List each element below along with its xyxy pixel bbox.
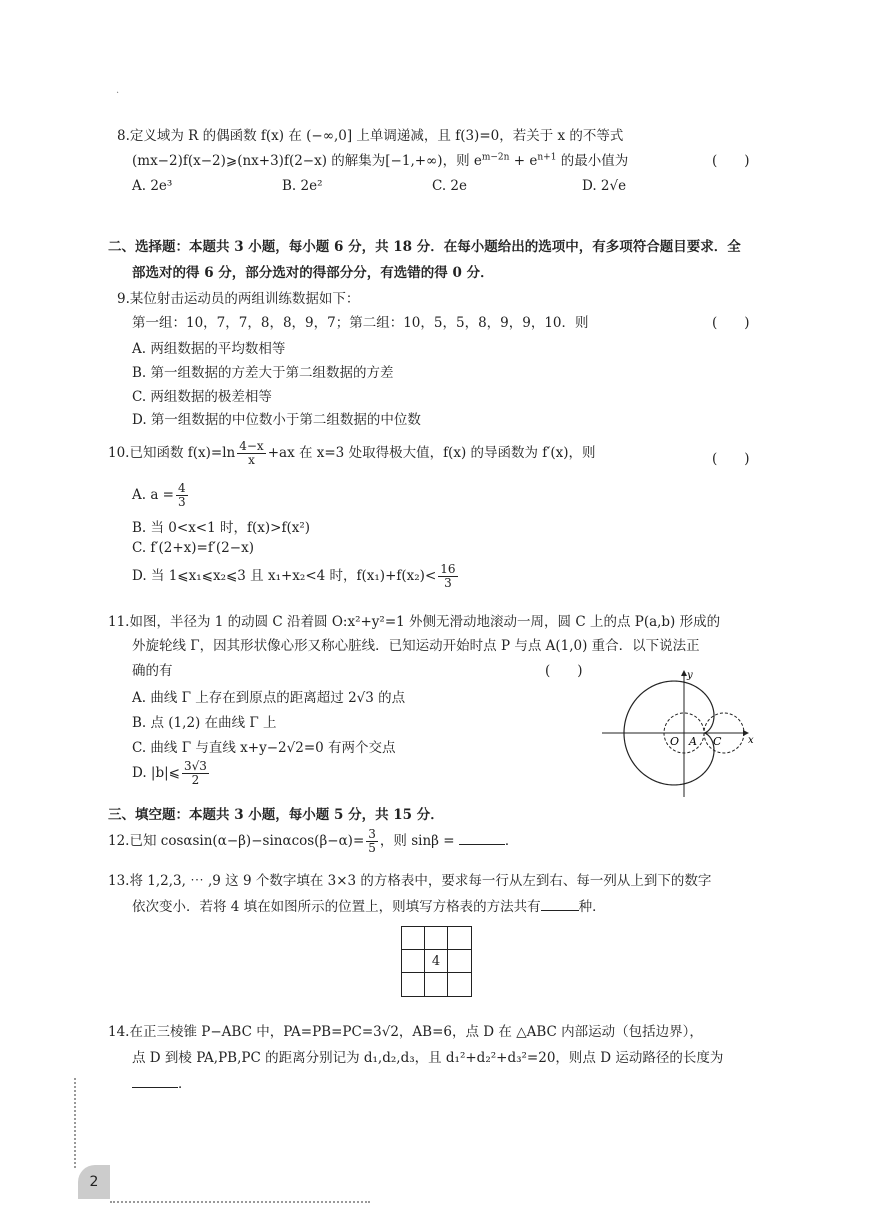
q10-option-b: B. 当 0<x<1 时，f(x)>f(x²) (132, 520, 311, 536)
q11-cardioid-figure (598, 667, 768, 802)
grid-cell (448, 973, 471, 996)
grid-cell (448, 950, 471, 973)
q10-option-a (132, 482, 190, 509)
q12-answer-blank[interactable] (459, 830, 505, 845)
q9-option-d: D. 第一组数据的中位数小于第二组数据的中位数 (132, 412, 421, 428)
grid-cell (402, 973, 425, 996)
label-x: x (748, 735, 754, 746)
q13-answer-blank[interactable] (541, 896, 579, 911)
q10-option-d-num: 16 (440, 562, 456, 576)
q14-end: ． (178, 1076, 192, 1092)
q11-option-d-num: 3√3 (183, 759, 207, 773)
q10-stem (108, 440, 596, 467)
q8-option-d: D. 2√e (582, 178, 627, 194)
q12-post: ，则 sinβ = (379, 833, 455, 849)
q14-answer-blank[interactable] (132, 1073, 178, 1088)
label-a: A (689, 735, 697, 748)
section-2-heading: 二、选择题：本题共 3 小题，每小题 6 分，共 18 分．在每小题给出的选项中，有多项符合题目要求．全 (108, 239, 741, 255)
q10-option-a-pre: A. a = (132, 487, 174, 503)
q8-line2-text: (mx−2)f(x−2)⩾(nx+3)f(2−x) 的解集为[−1,+∞)，则 e (132, 153, 482, 169)
q8-line2 (132, 149, 628, 169)
q8-exp1: m−2n (481, 152, 510, 163)
section-3-heading: 三、填空题：本题共 3 小题，每小题 5 分，共 15 分． (108, 807, 444, 823)
label-o: O (670, 735, 680, 748)
q10-option-d (132, 563, 460, 590)
q10-fraction (237, 440, 265, 467)
q9-answer-bracket: ( ) (712, 315, 750, 331)
q9-option-a: A. 两组数据的平均数相等 (132, 341, 286, 357)
q12-frac-num: 3 (368, 827, 376, 841)
q12-frac-den: 5 (368, 841, 376, 855)
q11-answer-bracket: ( ) (545, 663, 583, 679)
q13-grid (401, 926, 472, 997)
grid-cell (425, 973, 448, 996)
bottom-dotted-border (110, 1201, 370, 1203)
q10-option-d-frac (438, 563, 457, 590)
label-y: y (687, 670, 693, 681)
q10-option-d-den: 3 (444, 576, 452, 590)
q13-line1: 13.将 1,2,3, ⋯ ,9 这 9 个数字填在 3×3 的方格表中，要求每一行从左到右、每一列从上到下的数字 (108, 873, 712, 889)
q11-option-d-frac (182, 760, 209, 787)
grid-cell (448, 927, 471, 950)
q8-exp2: n+1 (537, 152, 557, 163)
q9-line1: 9.某位射击运动员的两组训练数据如下： (117, 291, 360, 307)
q9-option-b: B. 第一组数据的方差大于第二组数据的方差 (132, 365, 394, 381)
q14-line1: 14.在正三棱锥 P−ABC 中，PA=PB=PC=3√2，AB=6，点 D 在 △ABC 内部运动（包括边界）， (108, 1024, 703, 1040)
q8-answer-bracket: ( ) (712, 153, 750, 169)
q10-option-a-den: 3 (177, 495, 186, 509)
q14-line3 (132, 1072, 192, 1092)
q8-line1: 8.定义域为 R 的偶函数 f(x) 在 (−∞,0] 上单调递减，且 f(3)=0，若关于 x 的不等式 (117, 128, 624, 144)
q11-option-d (132, 760, 211, 787)
q11-option-b: B. 点 (1,2) 在曲线 Γ 上 (132, 715, 277, 731)
label-c: C (713, 735, 722, 748)
q10-option-d-pre: D. 当 1⩽x₁⩽x₂⩽3 且 x₁+x₂<4 时，f(x₁)+f(x₂)< (132, 568, 437, 584)
q12-pre: 12.已知 cosαsin(α−β)−sinαcos(β−α)= (108, 833, 365, 849)
grid-cell-center: 4 (425, 950, 448, 973)
q8-option-a: A. 2e³ (132, 178, 173, 194)
q8-option-c: C. 2e (432, 178, 468, 194)
q11-option-a: A. 曲线 Γ 上存在到原点的距离超过 2√3 的点 (132, 690, 406, 706)
section-2-heading-cont: 部选对的得 6 分，部分选对的得部分分，有选错的得 0 分． (132, 265, 494, 281)
q9-option-c: C. 两组数据的极差相等 (132, 389, 272, 405)
q9-line2: 第一组：10，7，7，8，8，9，7；第二组：10，5，5，8，9，9，10．则 (132, 315, 589, 331)
q11-option-c: C. 曲线 Γ 与直线 x+y−2√2=0 有两个交点 (132, 740, 396, 756)
q12-fraction (366, 828, 378, 855)
left-dotted-border (74, 1078, 76, 1168)
q11-line2: 外旋轮线 Γ，因其形状像心形又称心脏线．已知运动开始时点 P 与点 A(1,0) 重合．以下说法正 (132, 638, 700, 654)
q11-line1: 11.如图，半径为 1 的动圆 C 沿着圆 O:x²+y²=1 外侧无滑动地滚动一周，圆 C 上的点 P(a,b) 形成的 (108, 614, 721, 630)
q11-option-d-den: 2 (191, 773, 200, 787)
q10-stem-pre: 10.已知函数 f(x)=ln (108, 445, 236, 461)
question-12 (108, 828, 518, 855)
q8-line2-tail: 的最小值为 (556, 153, 629, 169)
page-number: 2 (78, 1165, 110, 1199)
q14-line2: 点 D 到棱 PA,PB,PC 的距离分别记为 d₁,d₂,d₃，且 d₁²+d₂²+d₃²=20，则点 D 运动路径的长度为 (132, 1050, 724, 1066)
q11-option-d-pre: D. |b|⩽ (132, 765, 180, 781)
q13-line2-pre: 依次变小．若将 4 填在如图所示的位置上，则填写方格表的方法共有 (132, 899, 541, 915)
top-mark: · (116, 88, 120, 99)
q10-option-a-frac (176, 482, 188, 509)
q10-option-a-num: 4 (177, 481, 186, 495)
q8-line2-mid: + e (509, 153, 538, 169)
q13-line2 (132, 895, 606, 915)
q11-line3: 确的有 (132, 663, 173, 679)
q8-option-b: B. 2e² (282, 178, 323, 194)
grid-cell (425, 927, 448, 950)
grid-cell (402, 927, 425, 950)
q10-stem-post: +ax 在 x=3 处取得极大值，f(x) 的导函数为 f′(x)，则 (267, 445, 596, 461)
q10-frac-den: x (248, 453, 255, 467)
q10-answer-bracket: ( ) (712, 451, 750, 467)
q13-line2-post: 种． (578, 899, 606, 915)
q10-option-c: C. f′(2+x)=f′(2−x) (132, 540, 254, 556)
q12-end: ． (504, 833, 519, 849)
q10-frac-num: 4−x (239, 439, 264, 453)
grid-cell (402, 950, 425, 973)
